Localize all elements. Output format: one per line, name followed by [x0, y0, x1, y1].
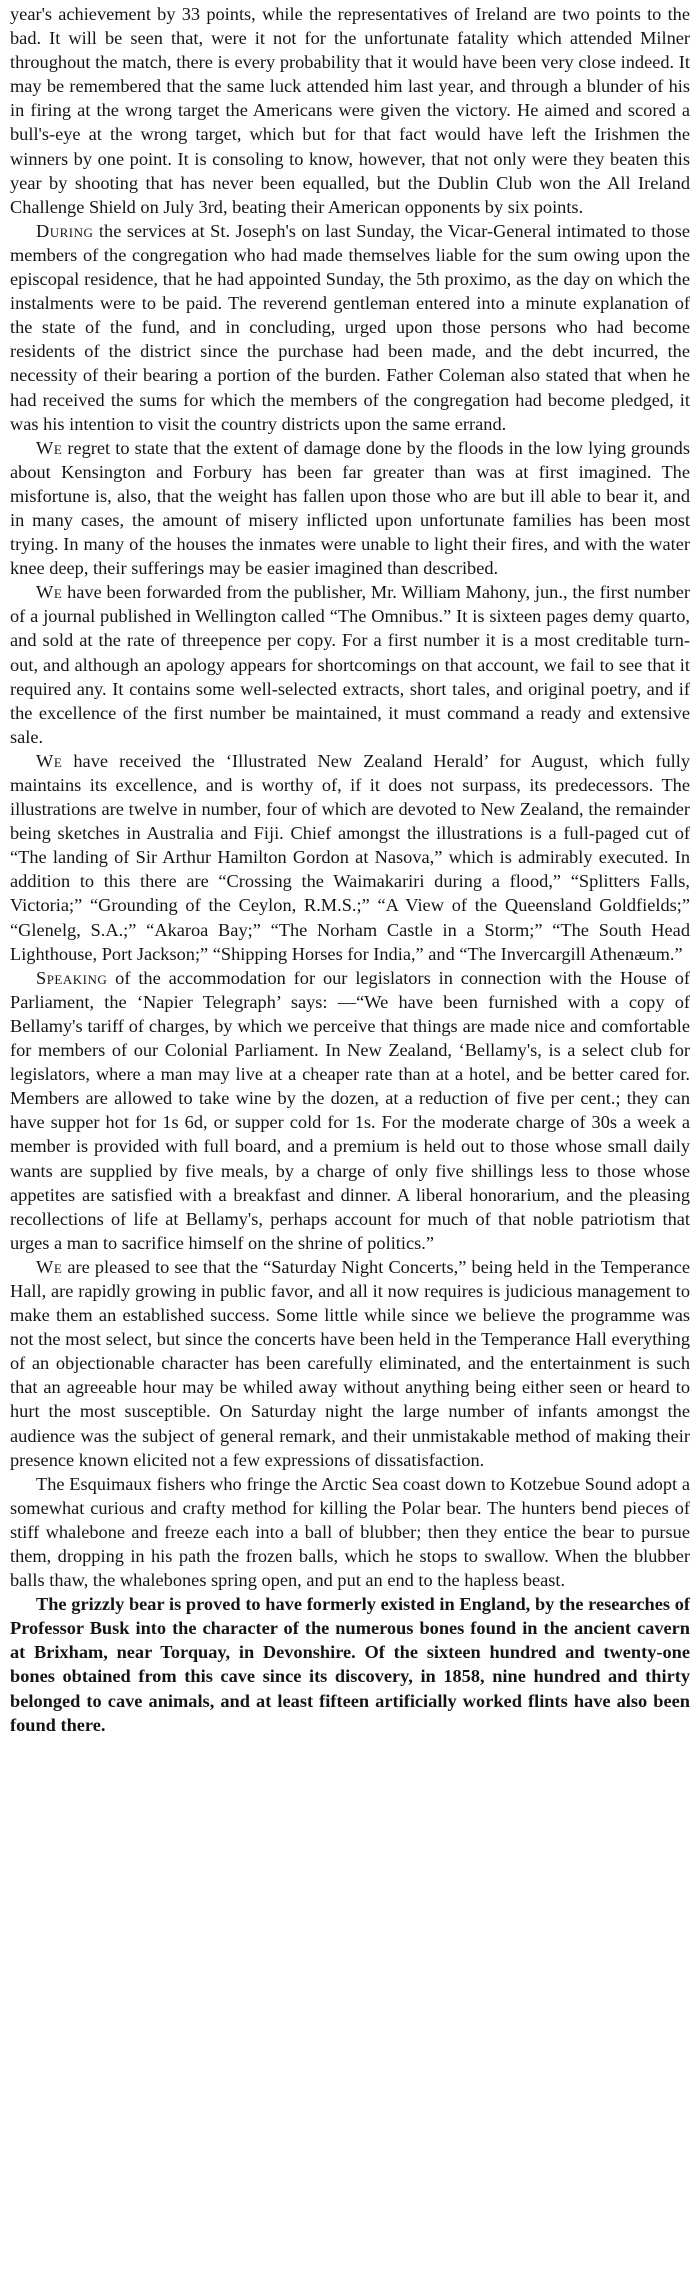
paragraph-bellamys: [10, 966, 690, 1255]
paragraph-text: year's achievement by 33 points, while the representatives of Ireland are two points to the bad. It will be seen that, were it not for the unfortunate fatality which attended Milner throughout the match, there is every probability that it would have been very close indeed. It may be remembered that the same luck attended him last year, and through a blunder of his in firing at the wrong target the Americans were given the victory. He aimed and scored a bull's-eye at the wrong target, which but for that fact would have left the Irishmen the winners by one point. It is consoling to know, however, that not only were they beaten this year by shooting that has never been equalled, but the Dublin Club won the All Ireland Challenge Shield on July 3rd, beating their American opponents by six points.: [10, 4, 690, 217]
paragraph-lead: We: [36, 437, 63, 458]
paragraph-polar-bear: [10, 1472, 690, 1592]
paragraph-lead: We: [36, 582, 63, 603]
paragraph-st-josephs: [10, 219, 690, 436]
paragraph-omnibus: [10, 580, 690, 749]
paragraph-lead: We: [36, 1256, 63, 1277]
paragraph-text: are pleased to see that the “Saturday Night Concerts,” being held in the Temperance Hall, are rapidly growing in public favor, and all it now requires is judicious management to make them an established success. Some little while since we believe the programme was not the most select, but since the concerts have been held in the Temperance Hall everything of an objectionable character has been carefully eliminated, and the entertainment is such that an agreeable hour may be whiled away without anything being either seen or heard to hurt the most susceptible. On Saturday night the large number of infants amongst the audience was the subject of general remark, and their unmistakable method of making their presence known elicited not a few expressions of dissatisfaction.: [10, 1256, 690, 1470]
paragraph-text: The Esquimaux fishers who fringe the Arctic Sea coast down to Kotzebue Sound adopt a somewhat curious and crafty method for killing the Polar bear. The hunters bend pieces of stiff whalebone and freeze each into a ball of blubber; then they entice the bear to pursue them, dropping in his path the frozen balls, which he stops to swallow. When the blubber balls thaw, the whalebones spring open, and put an end to the hapless beast.: [10, 1473, 690, 1591]
paragraph-rifle-match: [10, 2, 690, 219]
paragraph-illustrated-herald: [10, 749, 690, 966]
paragraph-text: of the accommodation for our legislators in connection with the House of Parliament, the ‘Napier Telegraph’ says: —“We have been furnished with a copy of Bellamy's tariff of charges, by which we perceive that things are made nice and comfortable for members of our Colonial Parliament. In New Zealand, ‘Bellamy's, is a select club for legislators, where a man may live at a cheaper rate than at a hotel, and be better cared for. Members are allowed to take wine by the dozen, at a reduction of five per cent.; they can have supper hot for 1s 6d, or supper cold for 1s. For the moderate charge of 30s a week a member is provided with full board, and a premium is held out to those whose small daily wants are supplied by five meals, by a charge of only five shillings less to those whose appetites are satisfied with a breakfast and dinner. A liberal honorarium, and the pleasing recollections of life at Bellamy's, perhaps account for much of that noble patriotism that urges a man to sacrifice himself on the shrine of politics.”: [10, 967, 690, 1253]
paragraph-grizzly-bear: [10, 1592, 690, 1737]
paragraph-floods: [10, 436, 690, 581]
paragraph-lead: During: [36, 220, 94, 241]
paragraph-lead: We: [36, 750, 63, 771]
paragraph-lead: Speaking: [36, 967, 108, 988]
paragraph-text: have received the ‘Illustrated New Zealand Herald’ for August, which fully maintains its excellence, and is worthy of, if it does not surpass, its predecessors. The illustrations are twelve in number, four of which are devoted to New Zealand, the remainder being sketches in Australia and Fiji. Chief amongst the illustrations is a full-paged cut of “The landing of Sir Arthur Hamilton Gordon at Nasova,” which is admirably executed. In addition to this there are “Crossing the Waimakariri during a flood,” “Splitters Falls, Victoria;” “Grounding of the Ceylon, R.M.S.;” “A View of the Queensland Goldfields;” “Glenelg, S.A.;” “Akaroa Bay;” “The Norham Castle in a Storm;” “The South Head Lighthouse, Port Jackson;” “Shipping Horses for India,” and “The Invercargill Athenæum.”: [10, 750, 690, 964]
paragraph-text: regret to state that the extent of damage done by the floods in the low lying grounds about Kensington and Forbury has been far greater than was at first imagined. The misfortune is, also, that the weight has fallen upon those who are but ill able to bear it, and in many cases, the amount of misery inflicted upon unfortunate families has been most trying. In many of the houses the inmates were unable to light their fires, and with the water knee deep, their sufferings may be easier imagined than described.: [10, 437, 690, 579]
paragraph-saturday-concerts: [10, 1255, 690, 1472]
paragraph-text: the services at St. Joseph's on last Sunday, the Vicar-General intimated to those members of the congregation who had made themselves liable for the sum owing upon the episcopal residence, that he had appointed Sunday, the 5th proximo, as the day on which the instalments were to be paid. The reverend gentleman entered into a minute explanation of the state of the fund, and in concluding, urged upon those persons who had become residents of the district since the purchase had been made, and the debt incurred, the necessity of their bearing a portion of the burden. Father Coleman also stated that when he had received the sums for which the members of the congregation had become pledged, it was his intention to visit the country districts upon the same errand.: [10, 220, 690, 434]
paragraph-text: have been forwarded from the publisher, Mr. William Mahony, jun., the first number of a journal published in Wellington called “The Omnibus.” It is sixteen pages demy quarto, and sold at the rate of threepence per copy. For a first number it is a most creditable turn-out, and although an apology appears for shortcomings on that account, we fail to see that it required any. It contains some well-selected extracts, short tales, and original poetry, and if the excellence of the first number be maintained, it must command a ready and extensive sale.: [10, 582, 690, 747]
paragraph-text: The grizzly bear is proved to have formerly existed in England, by the researches of Professor Busk into the character of the numerous bones found in the ancient cavern at Brixham, near Torquay, in Devonshire. Of the sixteen hundred and twenty-one bones obtained from this cave since its discovery, in 1858, nine hundred and thirty belonged to cave animals, and at least fifteen artificially worked flints have also been found there.: [10, 1594, 690, 1735]
